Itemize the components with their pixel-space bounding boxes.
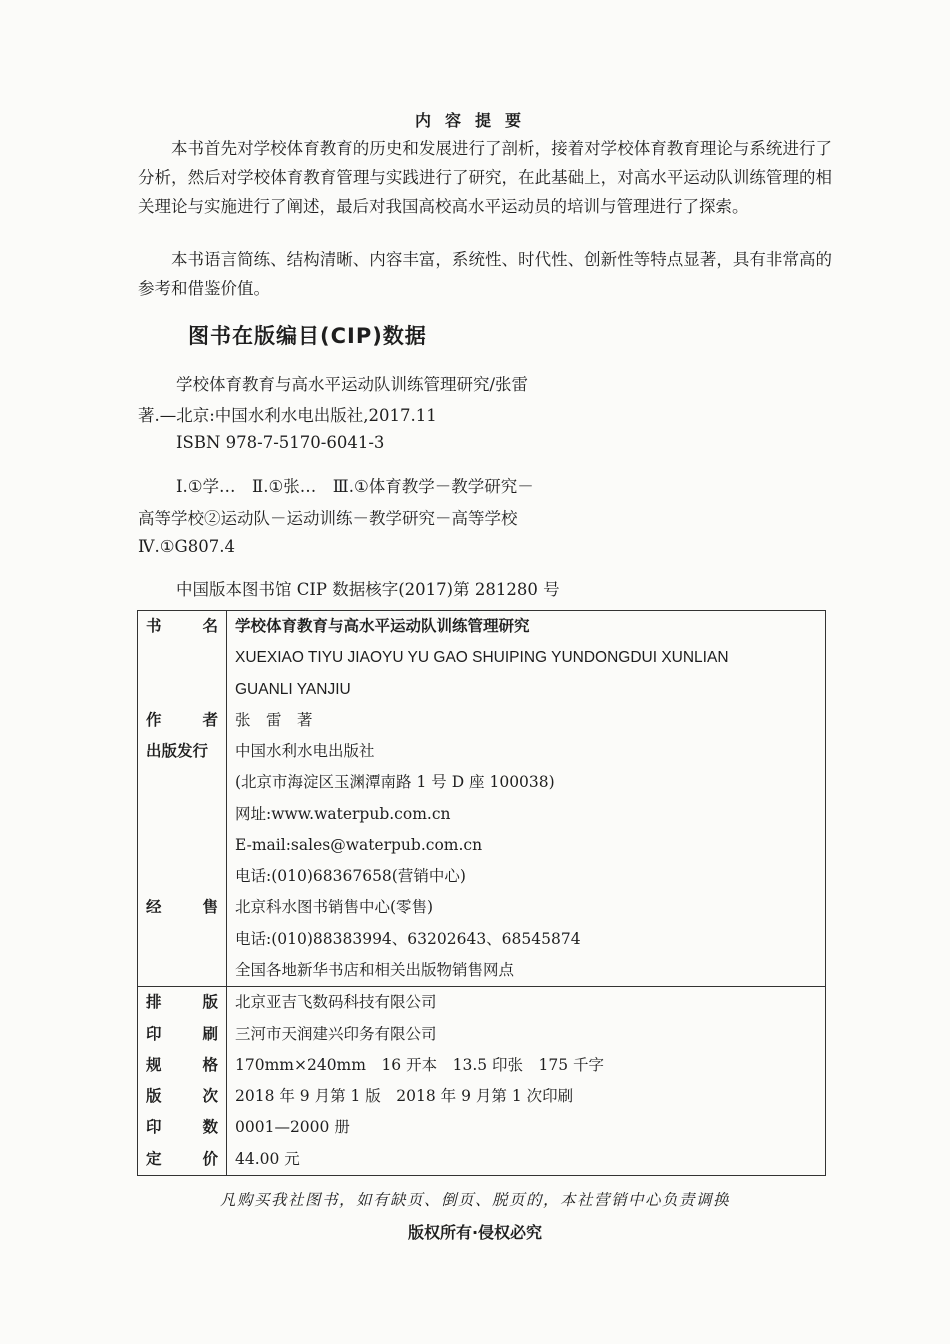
footer-notice: 凡购买我社图书，如有缺页、倒页、脱页的，本社营销中心负责调换 <box>219 1191 730 1209</box>
row-price <box>138 1144 826 1176</box>
sales-center: 北京科水图书销售中心(零售) <box>235 898 434 917</box>
row-edition <box>138 1081 826 1112</box>
publisher-address: (北京市海淀区玉渊潭南路 1 号 D 座 100038) <box>235 773 555 792</box>
book-info-table <box>137 610 826 1176</box>
summary-paragraph-2: 本书语言简练、结构清晰、内容丰富，系统性、时代性、创新性等特点显著，具有非常高的参考和借鉴价值。 <box>138 250 832 298</box>
spec: 170mm×240mm 16 开本 13.5 印张 175 千字 <box>235 1055 605 1074</box>
printer: 三河市天润建兴印务有限公司 <box>235 1024 437 1043</box>
cip-line-6: Ⅳ.①G807.4 <box>138 537 235 556</box>
edition: 2018 年 9 月第 1 版 2018 年 9 月第 1 次印刷 <box>235 1087 574 1106</box>
label-spec: 规 格 <box>138 1050 227 1081</box>
publisher-phone: 电话:(010)68367658(营销中心) <box>235 867 466 886</box>
book-pinyin-1: XUEXIAO TIYU JIAOYU YU GAO SHUIPING YUNDONGDUI XUNLIAN <box>235 649 729 667</box>
row-print <box>138 1019 826 1050</box>
row-sales <box>138 892 826 923</box>
footer-rights: 版权所有·侵权必究 <box>407 1223 543 1242</box>
row-typeset <box>138 987 826 1019</box>
label-author: 作 者 <box>138 705 227 736</box>
row-publisher <box>138 736 826 767</box>
publisher: 中国水利水电出版社 <box>235 742 375 761</box>
cip-line-1: 学校体育教育与高水平运动队训练管理研究/张雷 <box>176 375 529 394</box>
cip-line-4: Ⅰ.①学… Ⅱ.①张… Ⅲ.①体育教学－教学研究－ <box>176 477 534 496</box>
typeset: 北京亚吉飞数码科技有限公司 <box>227 987 826 1019</box>
print-count: 0001—2000 册 <box>235 1118 350 1137</box>
publisher-email: E-mail:sales@waterpub.com.cn <box>235 835 483 854</box>
row-book-title: 书 名 学校体育教育与高水平运动队训练管理研究 <box>138 611 826 643</box>
cip-line-5: 高等学校②运动队－运动训练－教学研究－高等学校 <box>138 509 518 528</box>
summary-title: 内容提要 <box>414 111 535 130</box>
label-typeset: 排 版 <box>138 987 227 1019</box>
cip-isbn: ISBN 978-7-5170-6041-3 <box>176 433 385 452</box>
cip-number: 中国版本图书馆 CIP 数据核字(2017)第 281280 号 <box>176 580 560 599</box>
label-publisher: 出版发行 <box>138 736 227 767</box>
summary-paragraph-1: 本书首先对学校体育教育的历史和发展进行了剖析，接着对学校体育教育理论与系统进行了分析，然后对学校体育教育管理与实践进行了研究，在此基础上，对高水平运动队训练管理的相关理论与实施进行了阐述，最后对我国高校高水平运动员的培训与管理进行了探索。 <box>138 139 832 216</box>
book-title: 学校体育教育与高水平运动队训练管理研究 <box>235 617 530 635</box>
label-price: 定 价 <box>138 1144 227 1176</box>
price: 44.00 元 <box>235 1149 300 1168</box>
cip-line-2: 著.—北京:中国水利水电出版社,2017.11 <box>138 406 437 425</box>
label-count: 印 数 <box>138 1112 227 1143</box>
book-pinyin-2: GUANLI YANJIU <box>235 680 351 698</box>
sales-phone: 电话:(010)88383994、63202643、68545874 <box>235 929 581 948</box>
publisher-website: 网址:www.waterpub.com.cn <box>235 804 451 823</box>
label-edition: 版 次 <box>138 1081 227 1112</box>
row-count <box>138 1112 826 1143</box>
row-author <box>138 705 826 736</box>
cip-title: 图书在版编目(CIP)数据 <box>188 324 427 348</box>
sales-outlets: 全国各地新华书店和相关出版物销售网点 <box>235 960 515 979</box>
label-sales: 经 售 <box>138 892 227 923</box>
row-spec <box>138 1050 826 1081</box>
label-print: 印 刷 <box>138 1019 227 1050</box>
author: 张 雷 著 <box>235 710 313 729</box>
